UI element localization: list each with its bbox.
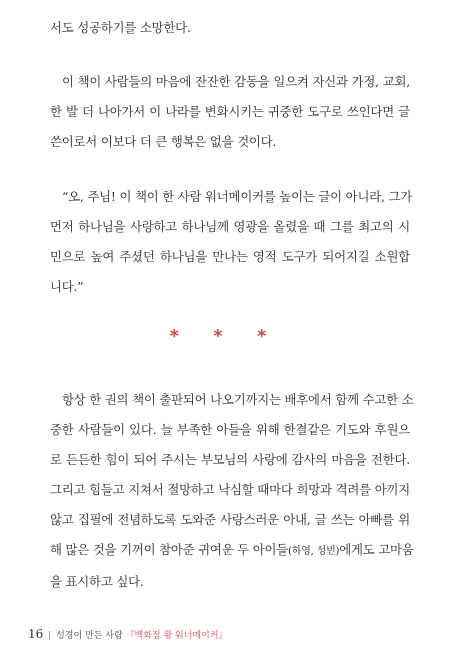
footer-separator: | (48, 631, 52, 641)
text-segment: 해 많은 것을 기꺼이 참아준 귀여운 두 아이들 (50, 542, 289, 557)
text-line: 로 든든한 힘이 되어 주시는 부모님의 사랑에 감사의 마음을 전한다. (50, 452, 410, 467)
paragraph-continuation (50, 13, 410, 43)
text-line: 한 발 더 나아가서 이 나라를 변화시키는 귀중한 도구로 쓰인다면 글 (50, 104, 410, 119)
text-line: “오, 주님! 이 책이 한 사람 워너메이커를 높이는 글이 아니라, 그가 (62, 189, 413, 204)
series-title: 성경이 만든 사람 (56, 631, 123, 641)
text-line: 서도 성공하기를 소망한다. (50, 20, 191, 35)
text-line: 중한 사람들이 있다. 늘 부족한 아들을 위해 한결같은 기도와 후원으 (50, 422, 410, 437)
page-number: 16 (28, 627, 44, 641)
text-line-with-names (50, 535, 414, 567)
text-line: 먼저 하나님을 사랑하고 하나님께 영광을 올렸을 때 그를 최고의 시 (50, 219, 410, 234)
text-line: 그리고 힘들고 지쳐서 절망하고 낙심할 때마다 희망과 격려를 아끼지 (50, 482, 410, 497)
text-line: 니다.” (50, 279, 84, 294)
paragraph-prayer (50, 182, 413, 302)
text-line: 을 표시하고 싶다. (50, 574, 144, 589)
text-line: 이 책이 사람들의 마음에 잔잔한 감동을 일으켜 자신과 가정, 교회, (62, 74, 410, 89)
paragraph-acknowledgements (50, 385, 414, 597)
book-title: 『백화점 왕 워너메이커』 (125, 631, 228, 641)
text-line: 민으로 높여 주셨던 하나님을 만나는 영적 도구가 되어지길 소원합 (50, 249, 410, 264)
text-line: 않고 집필에 전념하도록 도와준 사랑스러운 아내, 글 쓰는 아빠를 위 (50, 512, 410, 527)
paragraph-hope (50, 67, 410, 157)
text-line: 쓴이로서 이보다 더 큰 행복은 없을 것이다. (50, 134, 277, 149)
text-line: 항상 한 권의 책이 출판되어 나오기까지는 배후에서 함께 수고한 소 (62, 392, 414, 407)
section-divider: * * * (169, 326, 281, 347)
children-names: (하영, 성빈) (288, 546, 340, 557)
page-footer (28, 627, 228, 641)
text-segment: 에게도 고마움 (339, 542, 414, 557)
